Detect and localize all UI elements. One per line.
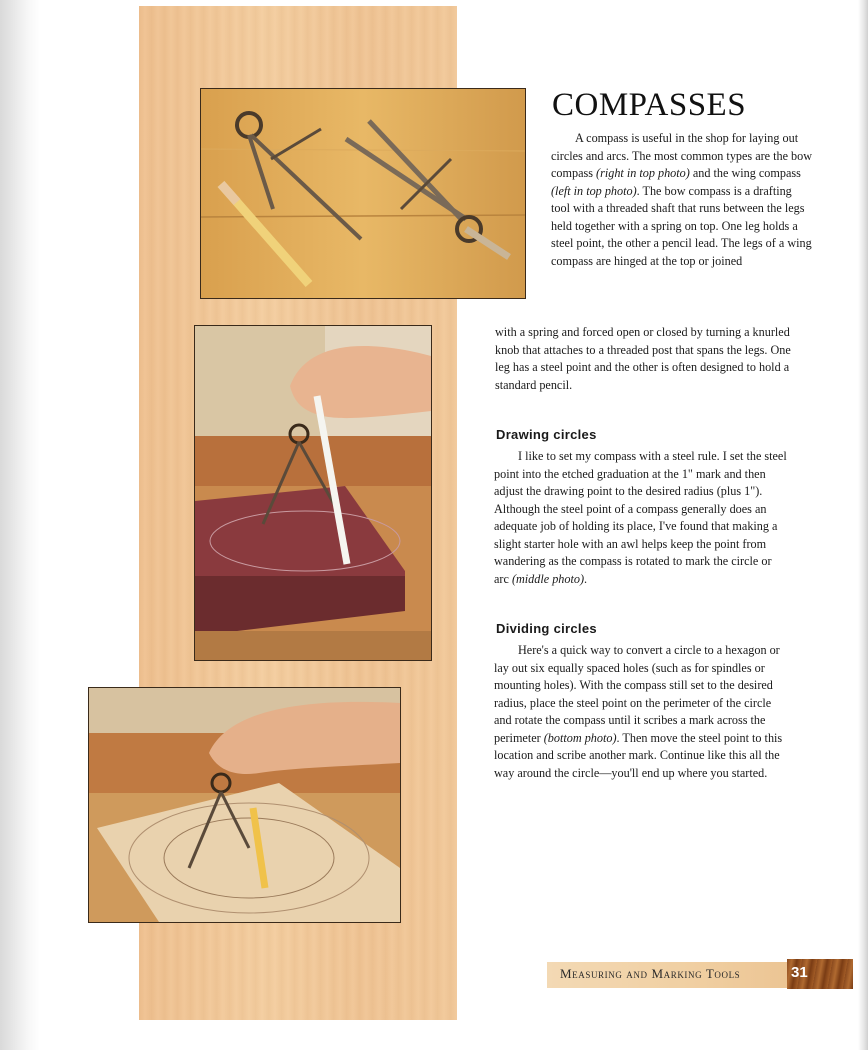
- photo-middle-drawing-circle: [194, 325, 432, 661]
- intro-text-2: and the wing compass: [689, 166, 801, 180]
- page-title: COMPASSES: [552, 87, 747, 123]
- photo-reference: (middle photo): [511, 571, 585, 586]
- dividing-text: Here's a quick way to convert a circle to a hexagon or lay out six equally spaced holes (such as for spindles or mounting holes). With the compass still set to the desired radius, place the steel point on the perimeter of the circle and rotate the compass until it scribes a mark across the perimeter: [494, 643, 780, 745]
- dividing-text-end: . Then move the steel point to this location and scribe another mark. Continue like this all the way around the circle—you'll end up where you started.: [494, 730, 783, 780]
- page-gutter-shadow: [0, 0, 40, 1050]
- drawing-text: I like to set my compass with a steel rule. I set the steel point into the etched graduation at the 1" mark and then adjust the drawing point to the desired radius (plus 1"). Although the steel point of a compass generally does an adequate job of holding its place, I've found that making a slight starter hole with an awl helps keep the point from wandering as the compass is rotated to mark the circle or arc: [494, 449, 787, 586]
- page-edge: [858, 0, 868, 1050]
- intro-text-1: A compass is useful in the shop for laying out circles and arcs. The most common types are the bow compass: [551, 131, 813, 180]
- section-heading-drawing-circles: Drawing circles: [496, 427, 597, 442]
- intro-paragraph-continued: [495, 324, 795, 394]
- page-number: 31: [791, 964, 808, 981]
- section-heading-dividing-circles: Dividing circles: [496, 621, 597, 636]
- photo-reference: (bottom photo): [543, 730, 617, 745]
- sentence-end: .: [584, 571, 588, 586]
- photo-reference: (right in top photo): [596, 166, 690, 180]
- photo-top-compasses: [200, 88, 526, 299]
- intro-text-continued: with a spring and forced open or closed by turning a knurled knob that attaches to a threaded post that spans the legs. One leg has a steel point and the other is often designed to hold a standard pencil.: [495, 325, 791, 392]
- footer-section-title: Measuring and Marking Tools: [560, 966, 741, 981]
- intro-text-3: . The bow compass is a drafting tool with a threaded shaft that runs between the legs held together with a spring on top. One leg holds a steel point, the other a pencil lead. The legs of a wing compass are hinged at the top or joined: [551, 183, 812, 268]
- dividing-circles-paragraph: [494, 642, 786, 782]
- intro-paragraph: [551, 130, 813, 270]
- photo-bottom-dividing-circle: [88, 687, 401, 923]
- photo-reference: (left in top photo): [551, 183, 637, 198]
- drawing-circles-paragraph: [494, 448, 788, 588]
